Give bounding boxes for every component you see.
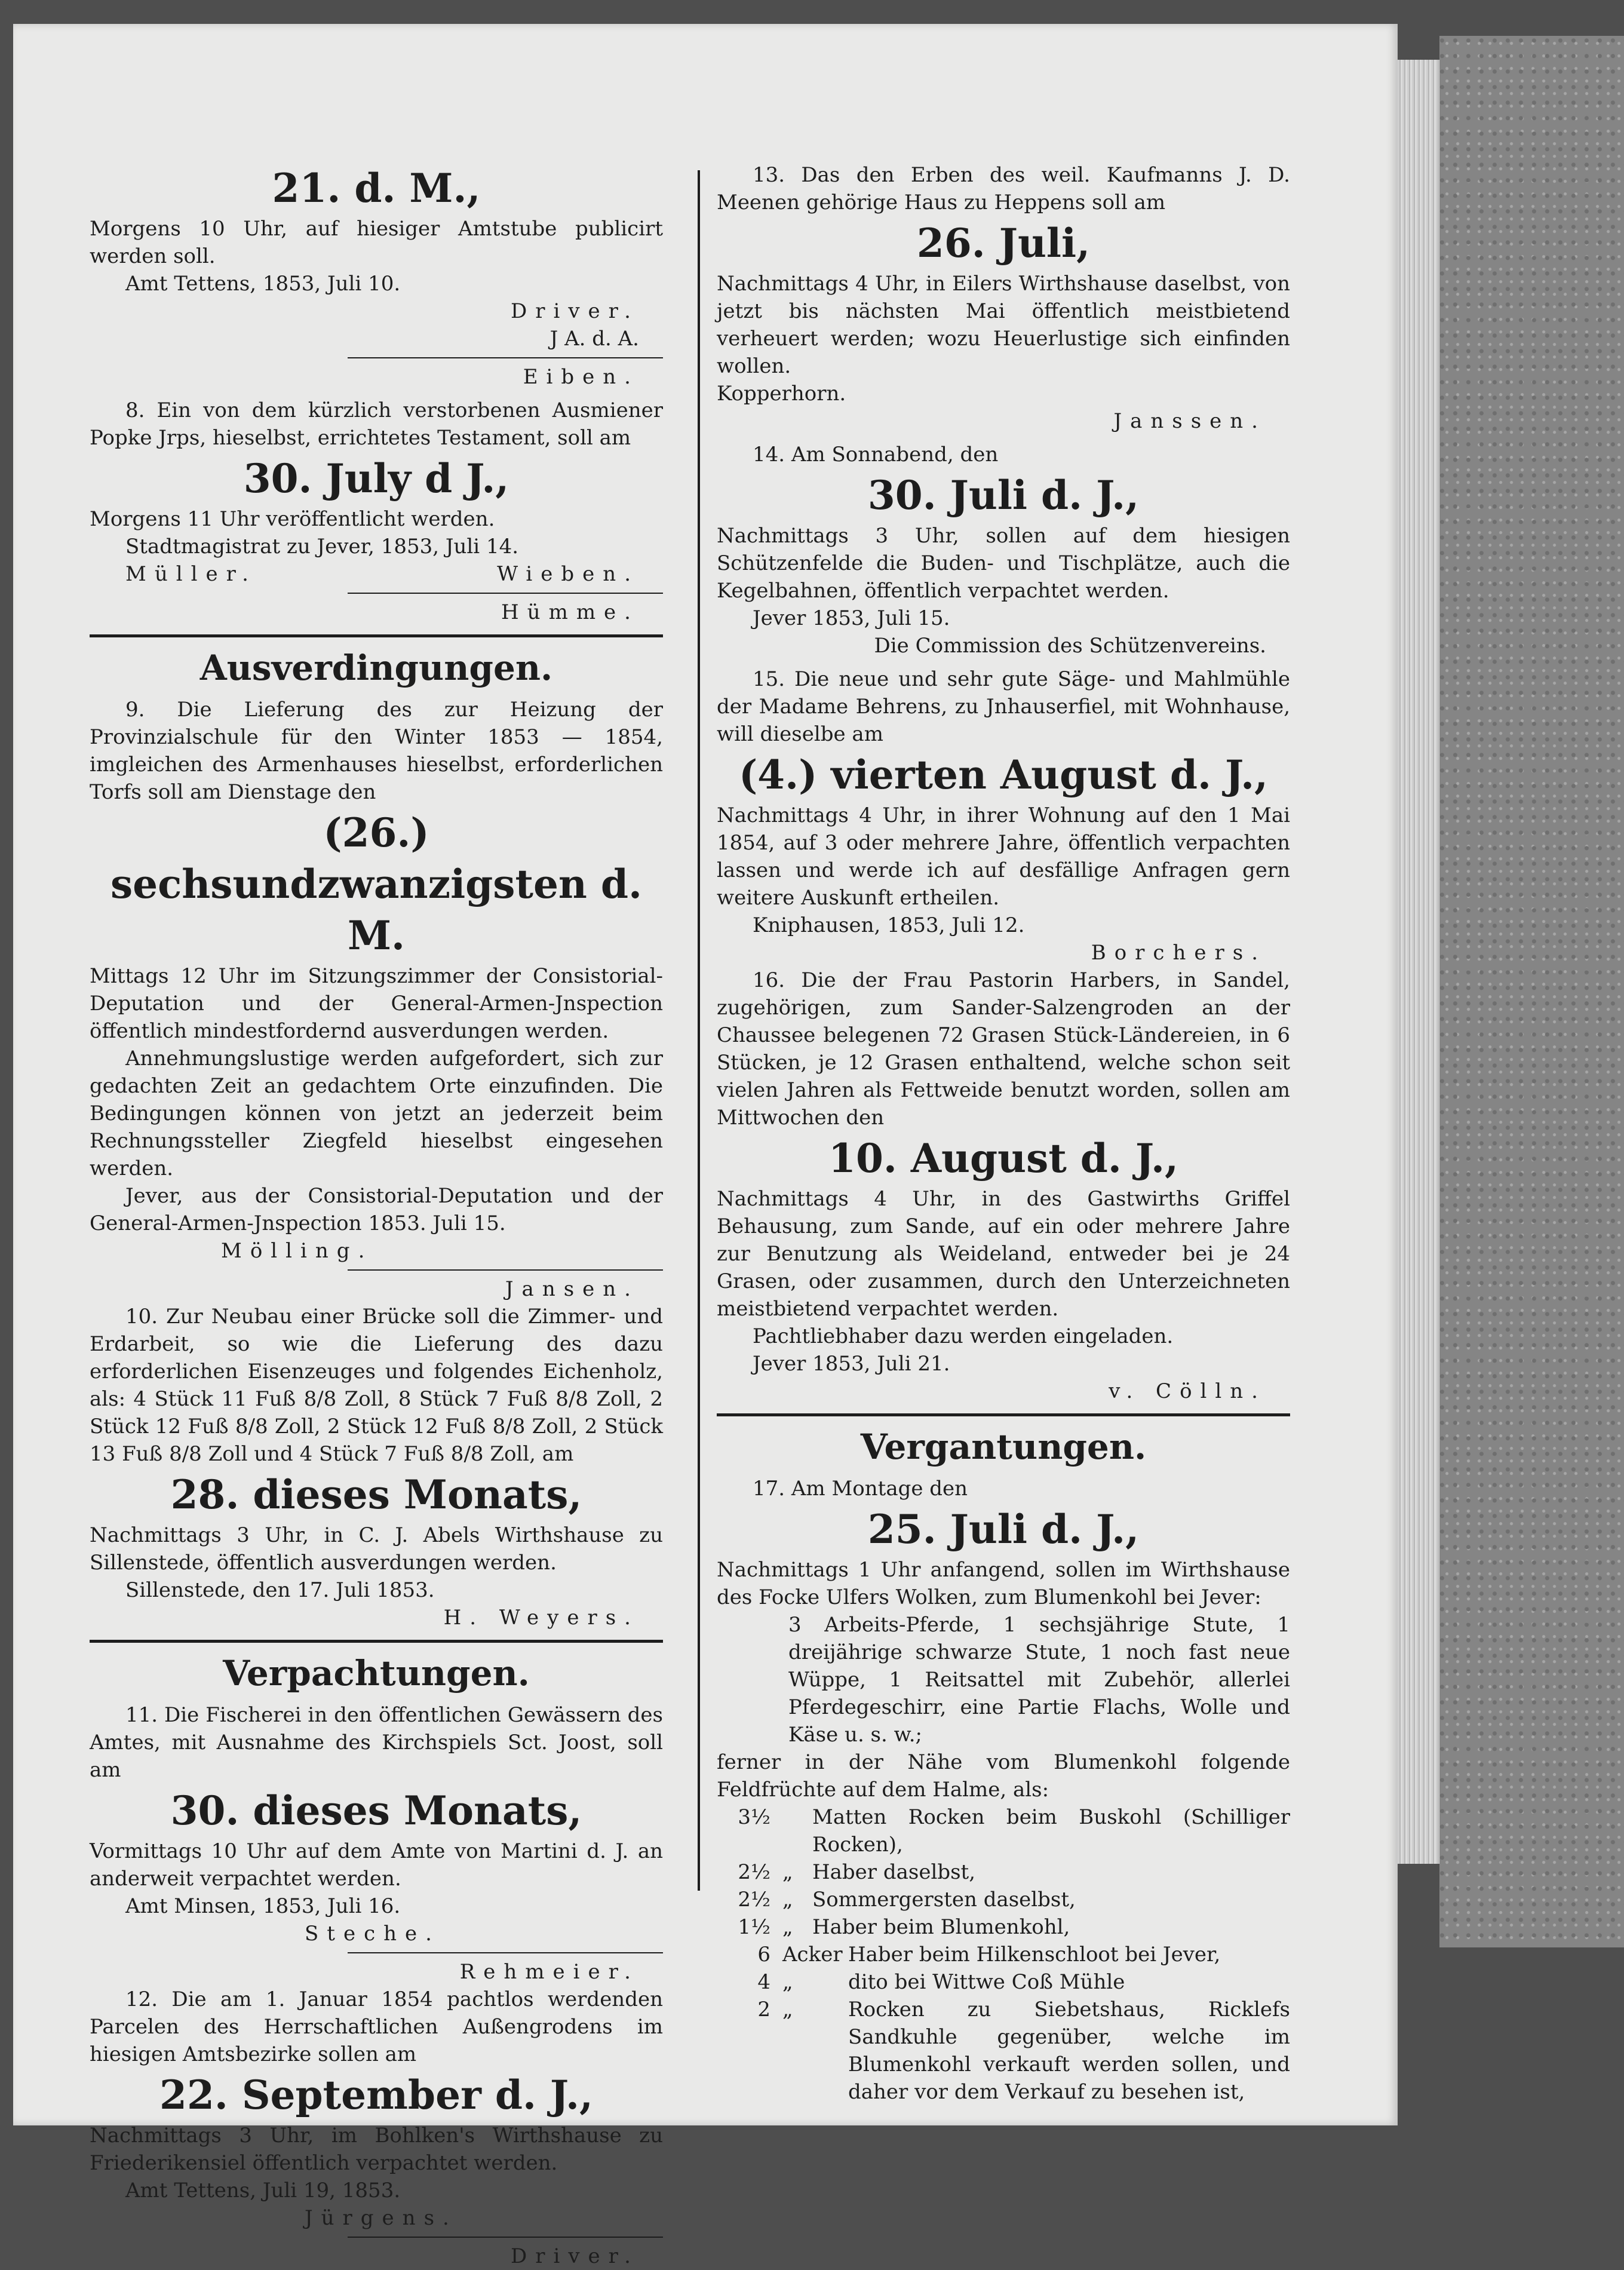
- crop-description: dito bei Wittwe Coß Mühle: [848, 1970, 1125, 1994]
- crop-description: Matten Rocken beim Buskohl (Schilliger Rocken),: [812, 1805, 1290, 1857]
- date-heading: (26.) sechsundzwanzigsten d. M.: [110, 809, 643, 959]
- notice-text: 11. Die Fischerei in den öffentlichen Gewässern des Amtes, mit Ausnahme des Kirchspiels Sct. Joost, soll am: [90, 1703, 663, 1782]
- notice-text: 8. Ein von dem kürzlich verstorbenen Ausmiener Popke Jrps, hieselbst, errichtetes Testament, soll am: [90, 398, 663, 450]
- crop-list: [717, 1803, 1290, 2106]
- crop-item: [717, 1886, 1290, 1913]
- section-rule: [90, 634, 663, 637]
- auction-items: 3 Arbeits-Pferde, 1 sechsjährige Stute, 1 dreijährige schwarze Stute, 1 noch fast neue Wüppe, 1 Reitsattel mit Zubehör, allerlei Pferdegeschirr, eine Partie Flachs, Wolle und Käse u. s. w.;: [788, 1613, 1290, 1747]
- notice-text: 15. Die neue und sehr gute Säge- und Mahlmühle der Madame Behrens, zu Jnhauserfiel, mit Wohnhause, will dieselbe am: [717, 667, 1290, 746]
- notice-text: 10. Zur Neubau einer Brücke soll die Zimmer- und Erdarbeit, so wie die Lieferung des dazu erforderlichen Eisenzeuges und folgendes Eichenholz, als: 4 Stück 11 Fuß 8/8 Zoll, 8 Stück 7 Fuß 8/8 Zoll, 2 Stück 12 Fuß 8/8 Zoll, 2 Stück 12 Fuß 8/8 Zoll, 2 Stück 13 Fuß 8/8 Zoll und 4 Stück 7 Fuß 8/8 Zoll, am: [90, 1305, 663, 1466]
- notice-place-date: Amt Minsen, 1853, Juli 16.: [125, 1894, 401, 1918]
- notice-place-date: Sillenstede, den 17. Juli 1853.: [125, 1578, 435, 1602]
- notice-text: 14. Am Sonnabend, den: [753, 443, 999, 467]
- signature: Mölling.: [221, 1239, 373, 1263]
- separator: [348, 1952, 663, 1953]
- signature: Müller.: [125, 562, 257, 586]
- notice-text: Nachmittags 3 Uhr, in C. J. Abels Wirthshause zu Sillenstede, öffentlich ausverdungen werden.: [90, 1523, 663, 1575]
- date-heading: 25. Juli d. J.,: [867, 1506, 1140, 1553]
- section-heading: Ausverdingungen.: [199, 648, 553, 688]
- notice-text: Nachmittags 3 Uhr, im Bohlken's Wirthshause zu Friederikensiel öffentlich verpachtet werden.: [90, 2124, 663, 2175]
- crop-unit: „: [782, 1915, 793, 1939]
- date-heading: 30. dieses Monats,: [170, 1787, 582, 1834]
- page-edges: [1398, 60, 1439, 1864]
- date-heading: 21. d. M.,: [272, 165, 481, 211]
- signature: Wieben.: [497, 562, 639, 586]
- notice-text: Annehmungslustige werden aufgefordert, sich zur gedachten Zeit an gedachtem Orte einzufinden. Die Bedingungen können von jetzt an jederzeit beim Rechnungssteller Ziegfeld hieselbst eingesehen werden.: [90, 1047, 663, 1180]
- date-heading: 26. Juli,: [916, 220, 1091, 266]
- separator: [348, 1269, 663, 1271]
- notice-place-date: Kopperhorn.: [717, 382, 846, 406]
- date-heading: 28. dieses Monats,: [170, 1471, 582, 1518]
- section-heading: Vergantungen.: [860, 1427, 1147, 1467]
- notice-text: Mittags 12 Uhr im Sitzungszimmer der Consistorial-Deputation und der General-Armen-Jnspection öffentlich mindestfordernd ausverdungen werden.: [90, 964, 663, 1043]
- separator: [348, 593, 663, 594]
- notice-place-date: Kniphausen, 1853, Juli 12.: [753, 913, 1025, 937]
- crop-unit: „: [782, 1860, 793, 1884]
- notice-place-date: Jever 1853, Juli 15.: [753, 606, 950, 630]
- notice-text: Vormittags 10 Uhr auf dem Amte von Martini d. J. an anderweit verpachtet werden.: [90, 1839, 663, 1891]
- signature: Driver.: [510, 2244, 639, 2268]
- crop-item: [717, 1913, 1290, 1941]
- separator: [348, 357, 663, 358]
- section-rule: [717, 1413, 1290, 1416]
- notice-text: Morgens 11 Uhr veröffentlicht werden.: [90, 507, 495, 531]
- crop-quantity: 4: [757, 1970, 770, 1994]
- notice-text: ferner in der Nähe vom Blumenkohl folgende Feldfrüchte auf dem Halme, als:: [717, 1750, 1290, 1802]
- signature: Hümme.: [501, 600, 639, 624]
- crop-unit: Acker: [782, 1943, 843, 1967]
- crop-description: Haber beim Hilkenschloot bei Jever,: [848, 1943, 1221, 1967]
- notice-text: Nachmittags 1 Uhr anfangend, sollen im Wirthshause des Focke Ulfers Wolken, zum Blumenkohl bei Jever:: [717, 1558, 1290, 1609]
- notice-text: 12. Die am 1. Januar 1854 pachtlos werdenden Parcelen des Herrschaftlichen Außengrodens im hiesigen Amtsbezirke sollen am: [90, 1987, 663, 2066]
- crop-item: [717, 1941, 1290, 1968]
- notice-text: Pachtliebhaber dazu werden eingeladen.: [753, 1324, 1174, 1348]
- notice-text: Nachmittags 3 Uhr, sollen auf dem hiesigen Schützenfelde die Buden- und Tischplätze, auch die Kegelbahnen, öffentlich verpachtet werden.: [717, 524, 1290, 603]
- signature: Rehmeier.: [459, 1960, 639, 1984]
- signature: Driver.: [510, 299, 639, 323]
- notice-text: 9. Die Lieferung des zur Heizung der Provinzialschule für den Winter 1853 — 1854, imgleichen des Armenhauses hieselbst, erforderlichen Torfs soll am Dienstage den: [90, 698, 663, 804]
- section-rule: [90, 1640, 663, 1643]
- notice-place-date: Jever 1853, Juli 21.: [753, 1352, 950, 1376]
- signature: v. Cölln.: [1109, 1379, 1266, 1403]
- crop-description: Sommergersten daselbst,: [812, 1888, 1076, 1912]
- notice-place-date: Amt Tettens, 1853, Juli 10.: [125, 272, 401, 296]
- section-heading: Verpachtungen.: [223, 1653, 530, 1694]
- notice-text: Nachmittags 4 Uhr, in des Gastwirths Griffel Behausung, zum Sande, auf ein oder mehrere Jahre zur Benutzung als Weideland, entweder bei je 24 Grasen, oder zusammen, durch den Unterzeichneten meistbietend verpachtet werden.: [717, 1187, 1290, 1321]
- notice-place-date: Jever, aus der Consistorial-Deputation und der General-Armen-Jnspection 1853. Juli 15.: [90, 1184, 663, 1235]
- date-heading: 22. September d. J.,: [159, 2072, 593, 2118]
- notice-text: 17. Am Montage den: [753, 1477, 968, 1501]
- signature: H. Weyers.: [443, 1606, 639, 1630]
- crop-quantity: 2½: [738, 1860, 770, 1884]
- crop-quantity: 6: [757, 1943, 770, 1967]
- signature: Steche.: [305, 1922, 440, 1946]
- date-heading: 10. August d. J.,: [828, 1135, 1178, 1182]
- crop-item: [717, 1996, 1290, 2106]
- signature: Borchers.: [1091, 941, 1266, 965]
- book-cover: [1439, 36, 1624, 1947]
- signature-row: [90, 560, 663, 588]
- crop-item: [717, 1803, 1290, 1858]
- column-divider: [698, 170, 700, 1891]
- crop-description: Haber beim Blumenkohl,: [812, 1915, 1070, 1939]
- crop-unit: [782, 1803, 812, 1858]
- notice-place-date: Stadtmagistrat zu Jever, 1853, Juli 14.: [125, 535, 519, 559]
- signature: Jansen.: [505, 1277, 639, 1301]
- notice-text: Nachmittags 4 Uhr, in Eilers Wirthshause daselbst, von jetzt bis nächsten Mai öffentlich meistbietend verheuert werden; wozu Heuerlustige sich einfinden wollen.: [717, 272, 1290, 378]
- crop-unit: „: [782, 1998, 793, 2021]
- crop-quantity: 3½: [738, 1805, 770, 1829]
- signature: Janssen.: [1113, 409, 1266, 433]
- notice-text: 13. Das den Erben des weil. Kaufmanns J. D. Meenen gehörige Haus zu Heppens soll am: [717, 163, 1290, 214]
- crop-description: Haber daselbst,: [812, 1860, 976, 1884]
- date-heading: 30. July d J.,: [243, 455, 509, 502]
- signature: Die Commission des Schützenvereins.: [874, 634, 1266, 658]
- notice-text: 16. Die der Frau Pastorin Harbers, in Sandel, zugehörigen, zum Sander-Salzengroden an der Chaussee belegenen 72 Grasen Stück-Ländereien, in 6 Stücken, je 12 Grasen enthaltend, welche schon seit vielen Jahren als Fettweide benutzt worden, sollen am Mittwochen den: [717, 968, 1290, 1130]
- crop-unit: „: [782, 1888, 793, 1912]
- crop-quantity: 1½: [738, 1915, 770, 1939]
- signature: J A. d. A.: [549, 327, 639, 351]
- crop-quantity: 2: [757, 1998, 770, 2021]
- crop-item: [717, 1858, 1290, 1886]
- notice-place-date: Amt Tettens, Juli 19, 1853.: [125, 2179, 401, 2202]
- signature: Jürgens.: [305, 2206, 458, 2230]
- left-column: [90, 161, 663, 2270]
- date-heading: (4.) vierten August d. J.,: [738, 751, 1269, 798]
- separator: [348, 2237, 663, 2238]
- crop-quantity: 2½: [738, 1888, 770, 1912]
- signature: Eiben.: [523, 365, 639, 389]
- right-column: [717, 161, 1290, 2106]
- crop-unit: „: [782, 1970, 793, 1994]
- date-heading: 30. Juli d. J.,: [867, 472, 1140, 519]
- crop-description: Rocken zu Siebetshaus, Ricklefs Sandkuhle gegenüber, welche im Blumenkohl verkauft werden sollen, und daher vor dem Verkauf zu besehen ist,: [848, 1998, 1290, 2104]
- notice-text: Nachmittags 4 Uhr, in ihrer Wohnung auf den 1 Mai 1854, auf 3 oder mehrere Jahre, öffentlich verpachten lassen und werde ich auf desfällige Anfragen gern weitere Auskunft ertheilen.: [717, 803, 1290, 910]
- crop-item: [717, 1968, 1290, 1996]
- notice-text: Morgens 10 Uhr, auf hiesiger Amtstube publicirt werden soll.: [90, 217, 663, 268]
